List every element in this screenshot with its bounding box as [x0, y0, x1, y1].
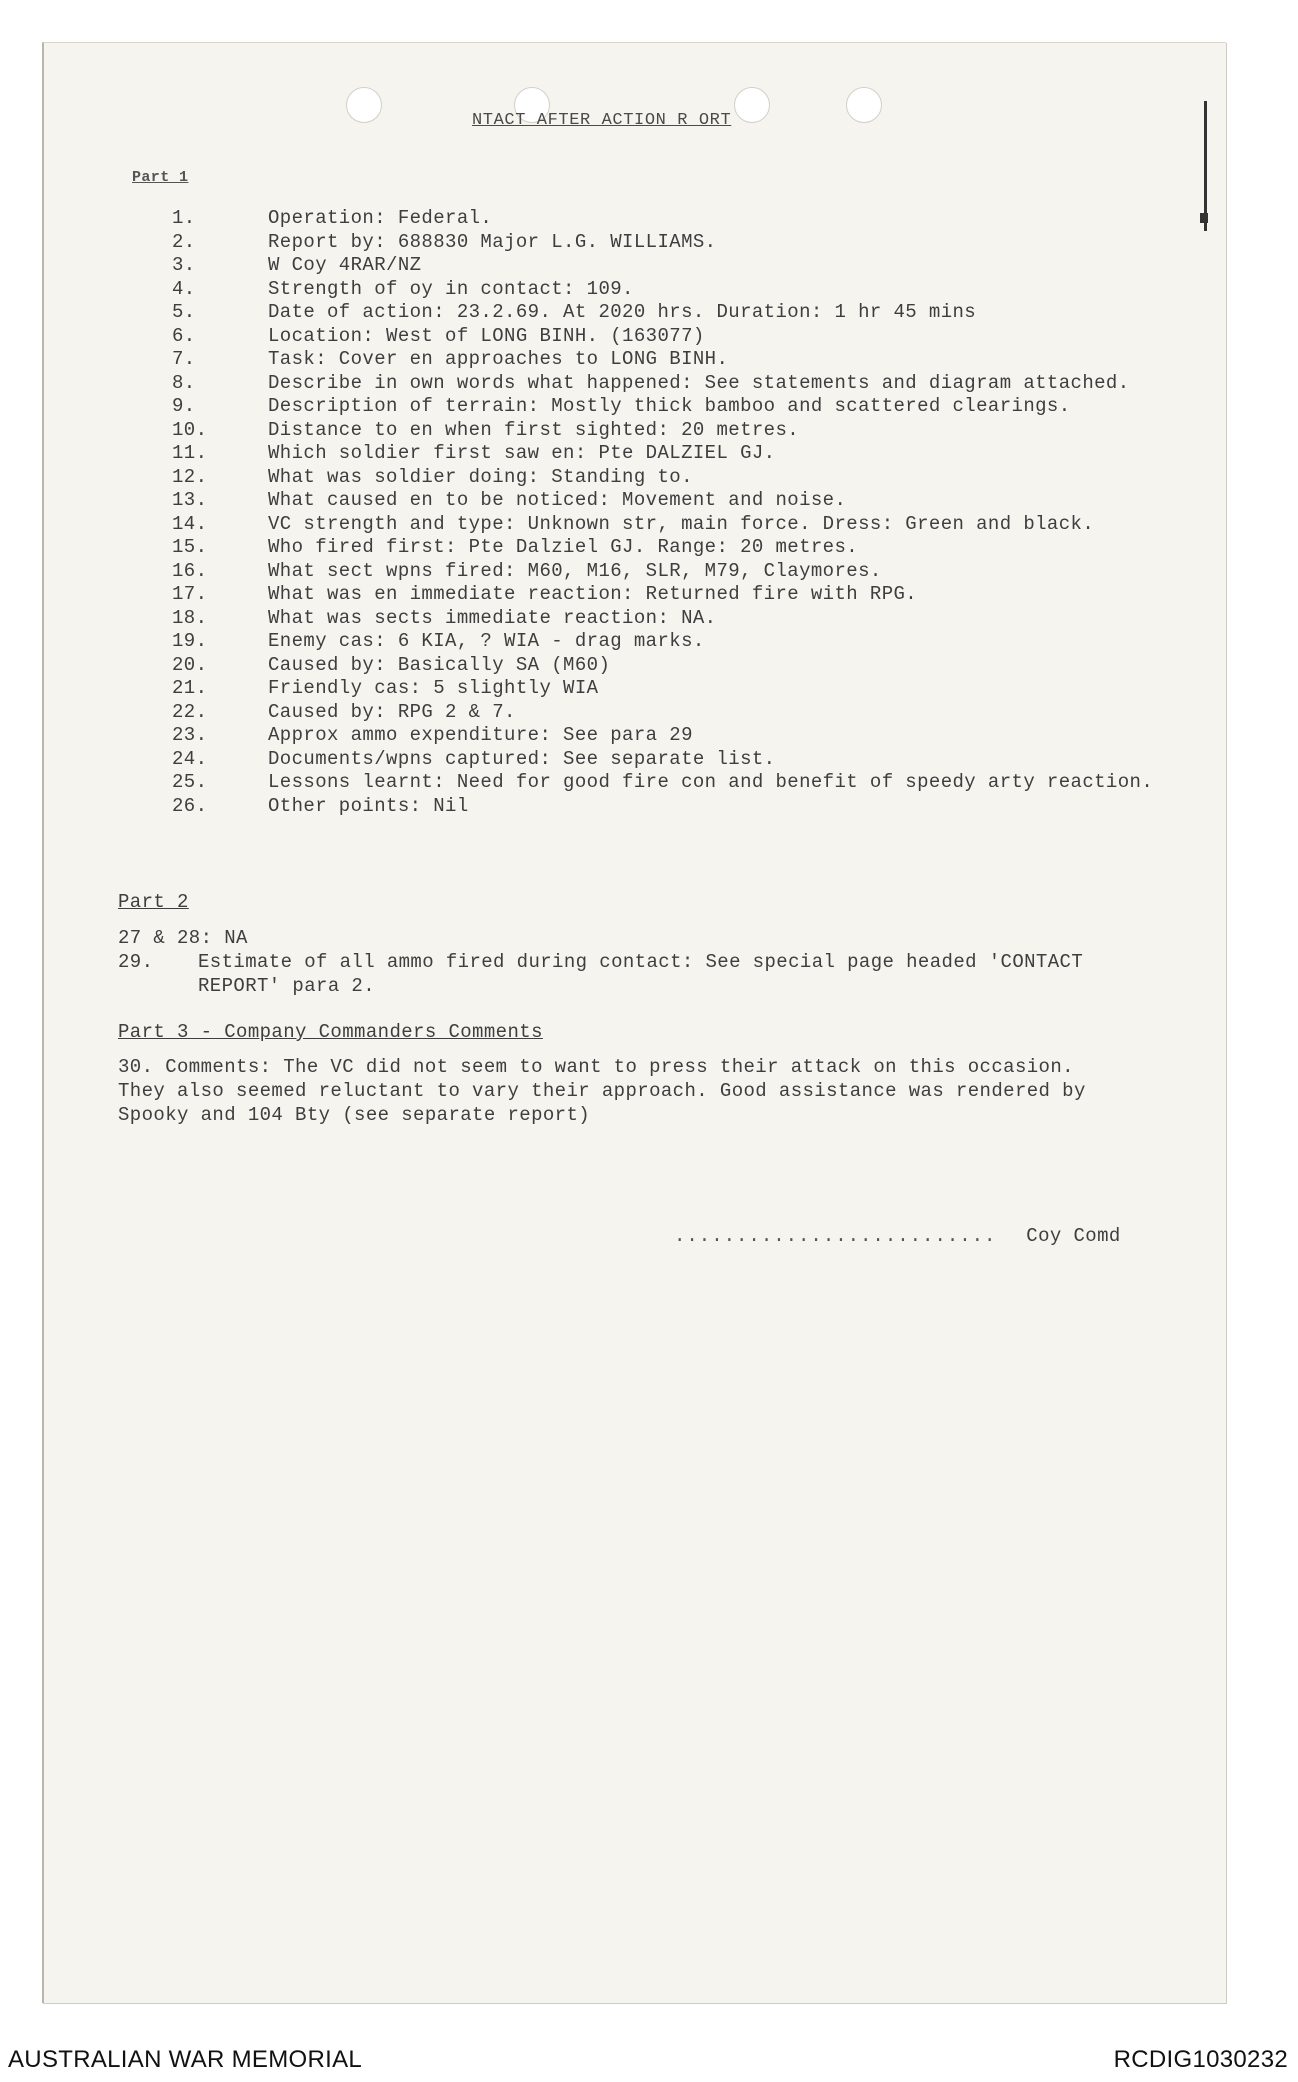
item-number: 13. [172, 489, 208, 511]
list-item [118, 560, 1198, 584]
item-number: 26. [172, 794, 208, 817]
part1-heading: Part 1 [132, 169, 189, 186]
item-text: What caused en to be noticed: Movement and noise. [268, 489, 847, 511]
item-text: Friendly cas: 5 slightly WIA [268, 677, 599, 699]
item-text: Which soldier first saw en: Pte DALZIEL GJ. [268, 442, 776, 464]
item-text: Task: Cover en approaches to LONG BINH. [268, 348, 729, 370]
item-number: 7. [172, 348, 196, 370]
item-text: Caused by: RPG 2 & 7. [268, 700, 516, 723]
part1-item-list [118, 207, 1198, 818]
list-item [118, 442, 1198, 466]
item-number: 3. [172, 254, 196, 276]
list-item [118, 278, 1198, 302]
item-number: 16. [172, 559, 208, 582]
item-number: 15. [172, 536, 208, 558]
item-number: 25. [172, 771, 208, 793]
item-number: 19. [172, 630, 208, 652]
item-number: 6. [172, 324, 196, 347]
margin-mark [1200, 213, 1208, 223]
comments-line: Spooky and 104 Bty (see separate report) [118, 1104, 591, 1126]
list-item [118, 301, 1198, 325]
list-item [118, 654, 1198, 678]
item-number: 14. [172, 512, 208, 535]
item-number: 10. [172, 418, 208, 441]
item-text: Estimate of all ammo fired during contact: See special page headed 'CONTACT [198, 951, 1084, 973]
list-item [118, 536, 1198, 560]
item-number: 2. [172, 230, 196, 253]
item-text: What sect wpns fired: M60, M16, SLR, M79, Claymores. [268, 559, 882, 582]
comments-line: They also seemed reluctant to vary their approach. Good assistance was rendered by [118, 1080, 1086, 1102]
item-text: Distance to en when first sighted: 20 metres. [268, 418, 800, 441]
item-text: Enemy cas: 6 KIA, ? WIA - drag marks. [268, 630, 705, 652]
item-text: Approx ammo expenditure: See para 29 [268, 724, 693, 746]
signature-label: Coy Comd [1026, 1225, 1121, 1247]
list-item [118, 325, 1198, 349]
part3-heading: Part 3 - Company Commanders Comments [118, 1021, 543, 1043]
list-item [118, 348, 1198, 372]
comments-block [118, 1055, 1158, 1127]
item-text: Location: West of LONG BINH. (163077) [268, 324, 705, 347]
part2-heading: Part 2 [118, 891, 189, 913]
item-text: Caused by: Basically SA (M60) [268, 653, 611, 676]
item-text: What was soldier doing: Standing to. [268, 465, 693, 488]
list-item [118, 231, 1198, 255]
item-number: 29. [118, 951, 154, 973]
list-item [118, 771, 1198, 795]
item-text: W Coy 4RAR/NZ [268, 254, 422, 276]
item-text: What was sects immediate reaction: NA. [268, 606, 717, 629]
item-number: 5. [172, 301, 196, 323]
punch-hole [846, 87, 882, 123]
list-item [118, 607, 1198, 631]
item-number: 21. [172, 677, 208, 699]
item-text: Documents/wpns captured: See separate list. [268, 747, 776, 770]
item-text: Operation: Federal. [268, 207, 493, 229]
list-item [118, 466, 1198, 490]
item-number: 22. [172, 700, 208, 723]
item-number: 11. [172, 442, 208, 464]
item-text: Other points: Nil [268, 794, 469, 817]
list-item [118, 207, 1198, 231]
part2-item-27-28: 27 & 28: NA [118, 927, 248, 949]
list-item [118, 583, 1198, 607]
signature-line [674, 1225, 1121, 1247]
list-item [118, 513, 1198, 537]
item-text: Strength of oy in contact: 109. [268, 277, 634, 300]
item-number: 24. [172, 747, 208, 770]
item-text: Who fired first: Pte Dalziel GJ. Range: 20 metres. [268, 536, 859, 558]
list-item [118, 254, 1198, 278]
document-title: NTACT AFTER ACTION R ORT [472, 111, 732, 130]
item-number: 20. [172, 653, 208, 676]
footer-institution: AUSTRALIAN WAR MEMORIAL [8, 2046, 363, 2073]
margin-mark [1204, 101, 1207, 231]
list-item [118, 795, 1198, 819]
list-item [118, 395, 1198, 419]
item-number: 12. [172, 465, 208, 488]
item-text: Date of action: 23.2.69. At 2020 hrs. Duration: 1 hr 45 mins [268, 301, 977, 323]
item-number: 9. [172, 395, 196, 417]
list-item [118, 419, 1198, 443]
item-number: 18. [172, 606, 208, 629]
document-page [42, 42, 1226, 2003]
signature-dots: .......................... [674, 1225, 997, 1247]
list-item [118, 630, 1198, 654]
comments-line: 30. Comments: The VC did not seem to want to press their attack on this occasion. [118, 1056, 1074, 1078]
punch-hole [734, 87, 770, 123]
item-number: 1. [172, 207, 196, 229]
item-text: Describe in own words what happened: See statements and diagram attached. [268, 371, 1130, 394]
punch-hole [346, 87, 382, 123]
item-text: Lessons learnt: Need for good fire con and benefit of speedy arty reaction. [268, 771, 1154, 793]
item-text: Description of terrain: Mostly thick bamboo and scattered clearings. [268, 395, 1071, 417]
list-item [118, 489, 1198, 513]
list-item [118, 748, 1198, 772]
item-text: Report by: 688830 Major L.G. WILLIAMS. [268, 230, 717, 253]
item-number: 23. [172, 724, 208, 746]
item-number: 4. [172, 277, 196, 300]
part2-item-29 [118, 951, 1083, 973]
footer-record-id: RCDIG1030232 [1113, 2046, 1288, 2073]
item-text: What was en immediate reaction: Returned fire with RPG. [268, 583, 918, 605]
part2-item-29-cont: REPORT' para 2. [198, 975, 376, 997]
list-item [118, 677, 1198, 701]
list-item [118, 701, 1198, 725]
list-item [118, 372, 1198, 396]
item-number: 8. [172, 371, 196, 394]
item-text: VC strength and type: Unknown str, main force. Dress: Green and black. [268, 512, 1095, 535]
list-item [118, 724, 1198, 748]
item-number: 17. [172, 583, 208, 605]
